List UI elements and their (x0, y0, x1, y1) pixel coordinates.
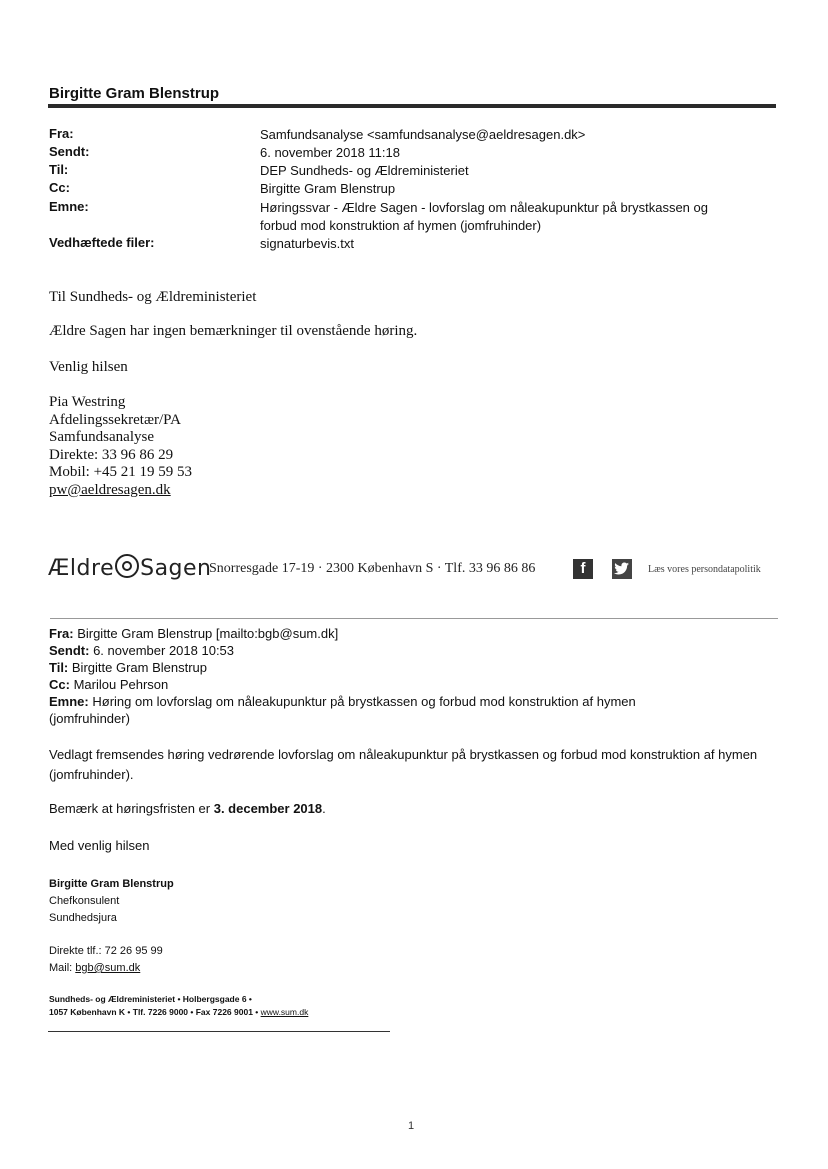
twitter-bird-icon (614, 562, 630, 576)
header-rule (48, 104, 776, 108)
forwarded-contact (49, 943, 163, 977)
signature-direct: Direkte: 33 96 86 29 (49, 446, 174, 463)
signature (49, 394, 192, 499)
privacy-policy-link[interactable]: Læs vores persondatapolitik (648, 564, 761, 575)
forwarded-signature (49, 876, 174, 927)
forwarded-signature-department: Sundhedsjura (49, 912, 117, 924)
signature-department: Samfundsanalyse (49, 429, 154, 445)
body-text: Ældre Sagen har ingen bemærkninger til ovenstående høring. (49, 323, 418, 339)
logo-text-left: Ældre (48, 556, 115, 581)
forwarded-phone: Direkte tlf.: 72 26 95 99 (49, 945, 163, 957)
forwarded-mail-link[interactable]: bgb@sum.dk (75, 962, 141, 974)
forwarded-signature-name: Birgitte Gram Blenstrup (49, 878, 174, 890)
forwarded-from: Fra: Birgitte Gram Blenstrup [mailto:bgb@sum.dk] (49, 626, 339, 641)
forwarded-mail: Mail: bgb@sum.dk (49, 962, 141, 974)
subject-value: Høringssvar - Ældre Sagen - lovforslag om nåleakupunktur på brystkassen og forbud mod konstruktion af hymen (jomfruhinder) (260, 200, 708, 233)
section-divider (50, 618, 778, 619)
forwarded-text-2: Bemærk at høringsfristen er 3. december 2018. (49, 801, 326, 816)
subject-label: Emne: (49, 199, 89, 214)
from-label: Fra: (49, 126, 74, 141)
attachments-label: Vedhæftede filer: (49, 235, 155, 250)
page-number: 1 (408, 1120, 415, 1132)
facebook-icon[interactable]: f (573, 559, 593, 579)
forwarded-header (49, 625, 779, 727)
signature-name: Pia Westring (49, 394, 126, 410)
ministry-website-link[interactable]: www.sum.dk (260, 1007, 309, 1017)
forwarded-text-1: Vedlagt fremsendes høring vedrørende lovforslag om nåleakupunktur på brystkassen og forbud mod konstruktion af hymen (jomfruhinder). (49, 747, 758, 782)
closing: Venlig hilsen (49, 359, 128, 375)
greeting: Til Sundheds- og Ældreministeriet (49, 289, 257, 305)
org-address: Snorresgade 17-19 · 2300 København S · Tlf. 33 96 86 86 (209, 561, 536, 576)
sent-value: 6. november 2018 11:18 (260, 145, 400, 160)
document-owner: Birgitte Gram Blenstrup (49, 85, 220, 102)
signature-email-link[interactable]: pw@aeldresagen.dk (49, 481, 171, 498)
to-label: Til: (49, 162, 69, 177)
ministry-footer (49, 993, 308, 1019)
sent-label: Sendt: (49, 144, 90, 159)
logo-mark-icon (115, 554, 139, 578)
from-value: Samfundsanalyse <samfundsanalyse@aeldresagen.dk> (260, 127, 586, 142)
footer-rule (48, 1031, 390, 1032)
cc-label: Cc: (49, 180, 70, 195)
aeldre-sagen-logo (48, 554, 212, 581)
forwarded-sent: Sendt: 6. november 2018 10:53 (49, 643, 235, 658)
forwarded-to: Til: Birgitte Gram Blenstrup (49, 660, 207, 675)
ministry-address-line1: Sundheds- og Ældreministeriet • Holbergsgade 6 • (49, 994, 252, 1004)
cc-value: Birgitte Gram Blenstrup (260, 181, 396, 196)
forwarded-subject: Emne: Høring om lovforslag om nåleakupunktur på brystkassen og forbud mod konstruktion af hymen (jomfruhinder) (49, 694, 636, 726)
signature-title: Afdelingssekretær/PA (49, 411, 181, 428)
logo-text-right: Sagen (140, 556, 212, 581)
forwarded-cc: Cc: Marilou Pehrson (49, 677, 169, 692)
attachment-file[interactable]: signaturbevis.txt (260, 236, 354, 251)
signature-mobile: Mobil: +45 21 19 59 53 (49, 464, 193, 480)
twitter-icon[interactable] (612, 559, 632, 579)
to-value: DEP Sundheds- og Ældreministeriet (260, 163, 469, 178)
forwarded-closing: Med venlig hilsen (49, 838, 150, 853)
ministry-address-line2: 1057 København K • Tlf. 7226 9000 • Fax 7226 9001 • www.sum.dk (49, 1007, 309, 1017)
forwarded-signature-title: Chefkonsulent (49, 895, 120, 907)
